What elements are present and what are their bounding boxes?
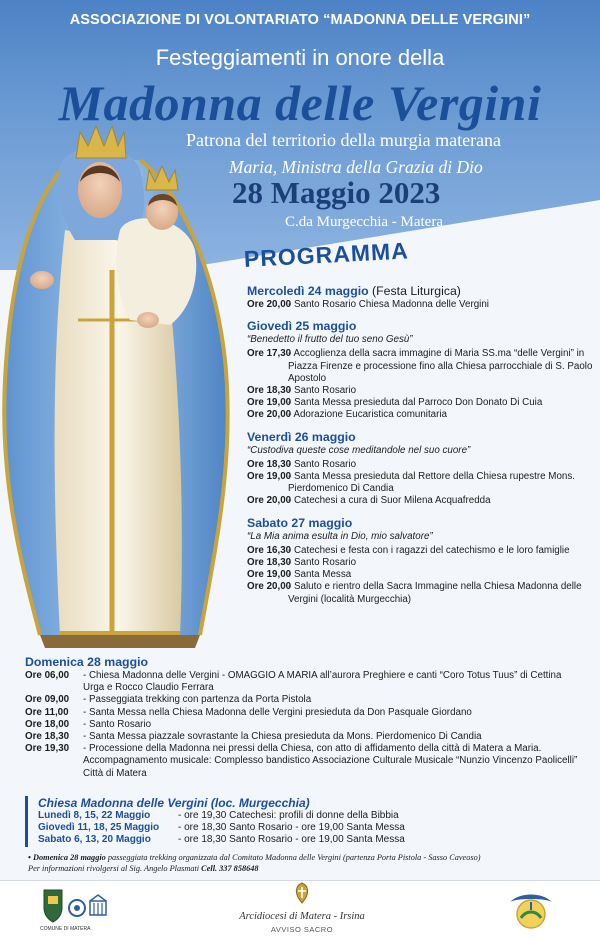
event-row [25,707,585,719]
event-row [247,299,597,311]
event-time: Ore 19,00 [247,397,292,409]
chiesa-days: Sabato 6, 13, 20 Maggio [38,834,151,846]
event-time: Ore 19,30 [25,743,70,755]
event-row [25,731,585,743]
event-description: - Passeggiata trekking con partenza da Porta Pistola [83,694,312,706]
day-quote: “Benedetto il frutto del tuo seno Gesù” [247,334,413,346]
arcidiocesi-name: Arcidiocesi di Matera - Irsina [239,911,365,922]
maria-line: Maria, Ministra della Grazia di Dio [229,157,483,177]
event-time: Ore 20,00 [247,581,292,593]
event-row [25,719,585,731]
event-description: - Santa Messa nella Chiesa Madonna delle Vergini presieduta da Don Pasquale Giordano [83,706,472,718]
event-row [247,397,597,409]
event-description: - Santa Messa [288,569,352,581]
comune-label: COMUNE DI MATERA [40,926,91,932]
event-time: Ore 16,30 [247,544,292,556]
day-name: Venerdì 26 maggio [247,429,356,444]
event-date: 28 Maggio 2023 [232,175,441,210]
event-row [247,569,597,581]
event-description: - Processione della Madonna nei pressi della Chiesa, con atto di affidamento della città di Matera a Maria. Accompagnamento musicale: Complesso bandistico Associazione Culturale Musicale “Nunzio Vincenzo Paolicelli” Città di Matera [83,743,578,779]
day-block [247,319,597,421]
arcidiocesi-logo [232,882,372,938]
day-name: Sabato 27 maggio [247,515,353,530]
day-quote: “La Mia anima esulta in Dio, mio salvatore” [247,530,433,542]
event-description: - Santo Rosario [288,557,357,569]
event-description: - Catechesi e festa con i ragazzi del catechismo e le loro famiglie [288,544,570,556]
chiesa-row [38,834,585,846]
event-place: C.da Murgecchia - Matera [285,214,443,230]
event-time: Ore 20,00 [247,409,292,421]
event-description: - Accoglienza della sacra immagine di Maria SS.ma “delle Vergini” in Piazza Firenze e processione fino alla Chiesa parrocchiale di S. Paolo Apostolo [288,348,593,384]
chiesa-title: Chiesa Madonna delle Vergini (loc. Murgecchia) [38,796,310,810]
day-note: (Festa Liturgica) [368,284,461,298]
chiesa-days: Giovedì 11, 18, 25 Maggio [38,822,160,834]
event-time: Ore 09,00 [25,694,70,706]
chiesa-section [25,796,585,847]
diocese-crest-icon [290,882,314,904]
day-title [247,516,597,531]
event-row [247,471,597,495]
day-title [247,319,597,334]
event-description: - Chiesa Madonna delle Vergini - OMAGGIO A MARIA all’aurora Preghiere e canti “Coro Totus Tuus” di Cettina Urga e Rocco Claudio Ferrara [83,670,562,694]
event-row [247,495,597,507]
association-name: ASSOCIAZIONE DI VOLONTARIATO “MADONNA DELLE VERGINI” [69,12,531,28]
event-description: - Adorazione Eucaristica comunitaria [288,409,448,421]
event-time: Ore 19,00 [247,471,292,483]
footnote-date: • Domenica 28 maggio [28,853,106,862]
event-description: - Santo Rosario [288,385,357,397]
chiesa-row [38,810,585,822]
event-time: Ore 18,30 [247,458,292,470]
day-title [247,284,597,299]
event-description: - Santo Rosario [288,458,357,470]
event-description: - Santa Messa presieduta dal Parroco Don Donato Di Cuia [288,397,543,409]
event-time: Ore 06,00 [25,670,70,681]
event-time: Ore 18,00 [25,718,70,730]
schedule-weekdays [247,284,597,614]
event-row [247,557,597,569]
day-block [247,430,597,508]
day-quote: “Custodiva queste cose meditandole nel suo cuore” [247,444,471,456]
event-row [25,743,585,780]
event-time: Ore 18,30 [247,385,292,397]
schedule-sunday [25,655,585,780]
event-description: - Santo Rosario Chiesa Madonna delle Vergini [288,299,489,310]
day-block [247,284,597,311]
event-time: Ore 20,00 [247,299,292,310]
day-name: Giovedì 25 maggio [247,319,357,334]
footnote-info: Per informazioni rivolgersi al Sig. Angelo Plasmati [28,863,202,873]
chiesa-description: - ore 18,30 Santo Rosario - ore 19,00 Santa Messa [178,834,405,846]
event-row [247,545,597,557]
footnote-phone: Cell. 337 858648 [201,863,259,873]
event-row [25,670,585,694]
event-row [247,459,597,471]
day-title [247,430,597,445]
chiesa-description: - ore 19,30 Catechesi: profili di donne della Bibbia [178,810,399,821]
event-description: - Santa Messa piazzale sovrastante la Chiesa presieduta da Mons. Pierdomenico Di Candia [83,731,482,743]
patrona-line: Patrona del territorio della murgia materana [186,130,502,150]
event-row [247,348,597,385]
event-time: Ore 18,30 [25,731,70,743]
event-description: - Saluto e rientro della Sacra Immagine nella Chiesa Madonna delle Vergini (località Murgecchia) [288,581,582,605]
event-row [247,409,597,421]
festeggiamenti-line: Festeggiamenti in onore della [155,45,445,70]
chiesa-description: - ore 18,30 Santo Rosario - ore 19,00 Santa Messa [178,822,405,834]
event-time: Ore 20,00 [247,495,292,507]
event-time: Ore 18,30 [247,557,292,569]
chiesa-days: Lunedì 8, 15, 22 Maggio [38,810,151,821]
footnote-trekking: passeggiata trekking organizzata dal Comitato Madonna delle Vergini (partenza Porta Pistola - Sasso Caveoso) [105,853,481,862]
event-description: - Santa Messa presieduta dal Rettore della Chiesa rupestre Mons. Pierdomenico Di Candia [288,471,575,495]
event-time: Ore 19,00 [247,569,292,581]
chiesa-row [38,822,585,834]
association-logo [506,888,556,932]
event-row [247,581,597,605]
day-name: Mercoledì 24 maggio [247,284,369,298]
event-time: Ore 17,30 [247,348,292,360]
sunday-title: Domenica 28 maggio [25,655,149,669]
day-block [247,516,597,606]
programma-heading: PROGRAMMA [243,237,410,272]
event-time: Ore 11,00 [25,706,69,718]
event-row [247,385,597,397]
page-title: Madonna delle Vergini [58,75,542,131]
event-description: - Catechesi a cura di Suor Milena Acquafredda [288,495,491,507]
event-row [25,694,585,706]
madonna-statue-image [0,120,240,650]
footnote [28,853,588,874]
avviso-sacro: AVVISO SACRO [270,925,334,934]
event-description: - Santo Rosario [83,718,152,730]
